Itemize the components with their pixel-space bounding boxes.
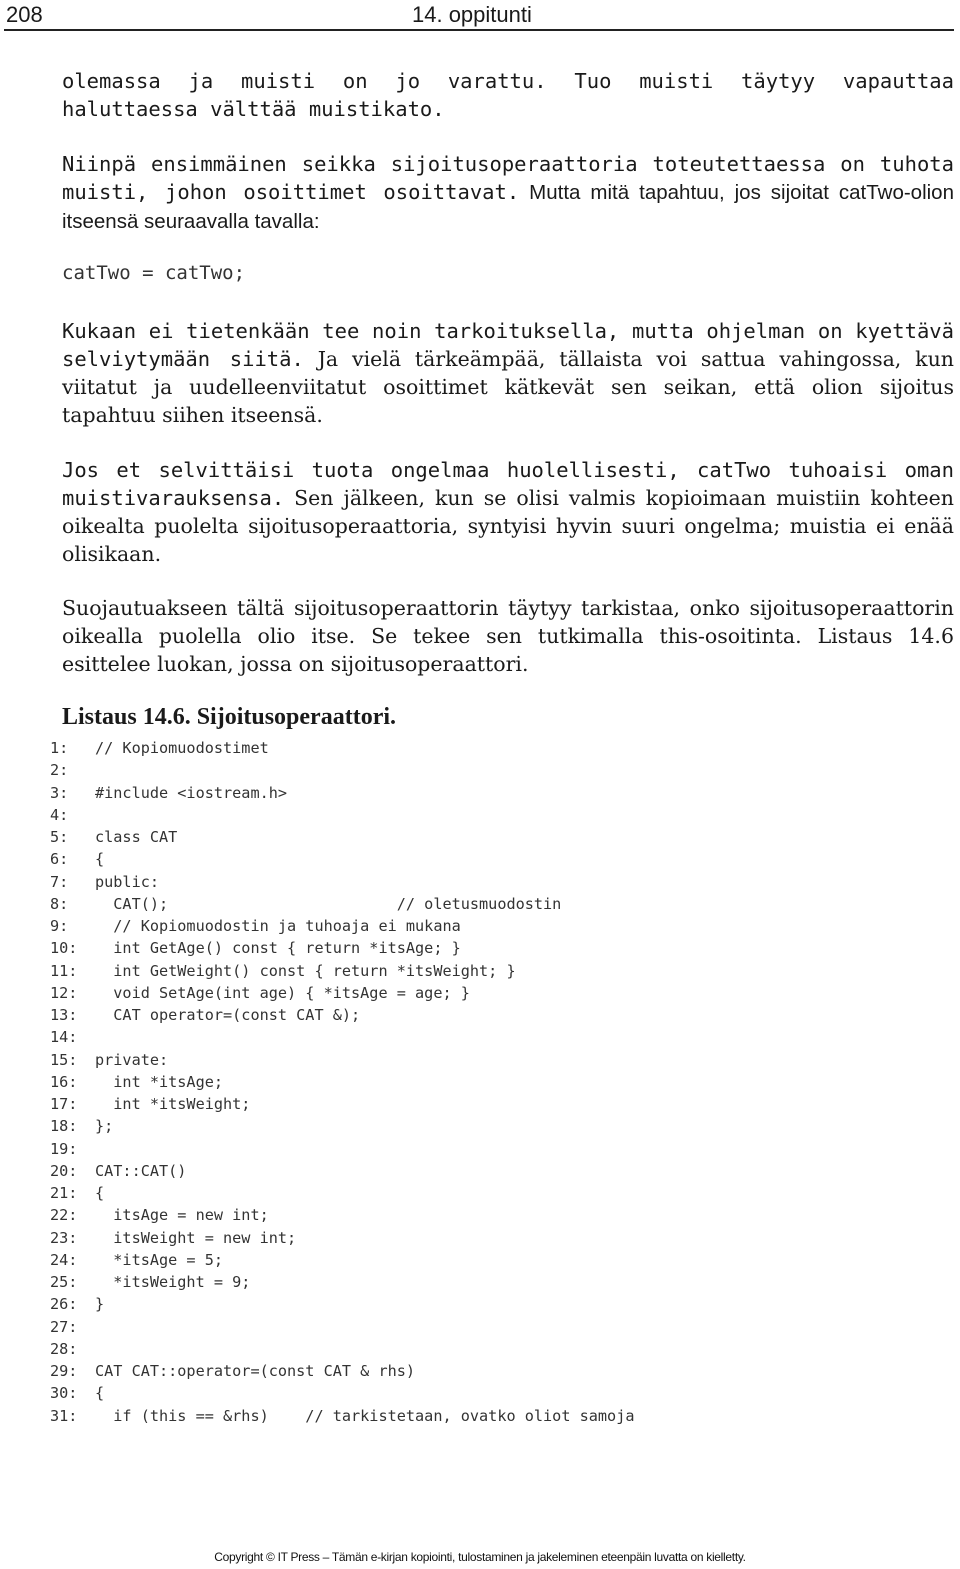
code-line (50, 915, 634, 937)
code-line (50, 1049, 634, 1071)
code-line (50, 871, 634, 893)
line-number: 25: (50, 1273, 78, 1291)
code-line (50, 1138, 634, 1160)
line-number: 20: (50, 1161, 78, 1180)
paragraph-1 (62, 67, 954, 123)
code-text: { (95, 1384, 105, 1403)
line-number: 8: (50, 894, 69, 913)
line-number: 1: (50, 739, 69, 757)
code-line (50, 1338, 634, 1360)
code-text: // Kopiomuodostin ja tuhoaja ei mukana (95, 917, 461, 935)
line-number: 19: (50, 1139, 78, 1158)
code-listing (50, 737, 634, 1427)
listing-title: Listaus 14.6. Sijoitusoperaattori. (62, 704, 397, 730)
code-line (50, 937, 634, 959)
line-number: 29: (50, 1362, 78, 1380)
line-number: 2: (50, 761, 69, 780)
line-number: 22: (50, 1206, 78, 1225)
code-text: *itsAge = 5; (95, 1250, 224, 1269)
code-line (50, 1115, 634, 1137)
code-line (50, 1360, 634, 1382)
code-line (50, 1093, 634, 1115)
code-text: int GetWeight() const { return *itsWeight; } (95, 961, 516, 980)
line-number: 27: (50, 1317, 78, 1336)
code-text: int *itsWeight; (95, 1095, 251, 1113)
code-text: itsAge = new int; (95, 1206, 269, 1225)
code-text: CAT::CAT() (95, 1161, 187, 1180)
line-number: 23: (50, 1228, 78, 1247)
line-number: 12: (50, 983, 78, 1002)
paragraph-5-text: Suojautuakseen tältä sijoitusoperaattorin täytyy tarkistaa, onko sijoitusoperaattorin oikealla puolella olio itse. Se tekee sen tutkimalla this-osoitinta. Listaus 14.6 esittelee luokan, jossa on sijoitusoperaattori. (62, 596, 954, 676)
code-line (50, 960, 634, 982)
line-number: 5: (50, 828, 69, 846)
code-line (50, 1026, 634, 1048)
code-text: int *itsAge; (95, 1072, 224, 1091)
line-number: 10: (50, 939, 78, 958)
code-text: class CAT (95, 828, 178, 846)
paragraph-3-text-b: Ja vielä tärkeämpää, tällaista voi sattua vahingossa, kun viitatut ja uudelleenviitatut osoittimet kätkevät sen seikan, että olion sijoitus tapahtuu siihen itseensä. (62, 347, 955, 427)
code-line (50, 826, 634, 848)
line-number: 6: (50, 850, 69, 869)
code-text: public: (95, 872, 160, 891)
line-number: 15: (50, 1050, 78, 1069)
code-line (50, 759, 634, 781)
line-number: 18: (50, 1117, 78, 1136)
line-number: 9: (50, 917, 69, 935)
code-line (50, 1004, 634, 1026)
copyright-footer: Copyright © IT Press – Tämän e-kirjan kopiointi, tulostaminen ja jakeleminen eteenpäin luvatta on kielletty. (214, 1550, 746, 1564)
code-line (50, 1405, 634, 1427)
code-text: { (95, 850, 105, 869)
code-text: } (95, 1295, 105, 1314)
line-number: 7: (50, 872, 69, 891)
code-line (50, 848, 634, 870)
page-number: 208 (6, 2, 43, 27)
header-rule (4, 29, 954, 31)
code-line (50, 1071, 634, 1093)
paragraph-2-text-b: Mutta mitä tapahtuu, jos sijoitat catTwo-olion itseensä seuraavalla tavalla: (62, 181, 954, 233)
paragraph-3-text-a: Kukaan ei tietenkään tee noin tarkoituksella, mutta ohjelman on kyettävä selviytymään siitä. (62, 319, 954, 371)
code-text: CAT CAT::operator=(const CAT & rhs) (95, 1362, 416, 1380)
code-text: if (this == &rhs) // tarkistetaan, ovatko oliot samoja (95, 1406, 635, 1425)
line-number: 31: (50, 1406, 78, 1425)
line-number: 17: (50, 1095, 78, 1113)
paragraph-1-text: olemassa ja muisti on jo varattu. Tuo muisti täytyy vapauttaa haluttaessa välttää muistikato. (62, 69, 954, 121)
code-line (50, 982, 634, 1004)
code-text: CAT operator=(const CAT &); (95, 1006, 361, 1024)
code-text: *itsWeight = 9; (95, 1273, 251, 1291)
paragraph-4-text-a: Jos et selvittäisi tuota ongelmaa huolellisesti, catTwo tuhoaisi oman muistivarauksensa. (62, 458, 954, 510)
code-text: itsWeight = new int; (95, 1228, 297, 1247)
code-line (50, 1293, 634, 1315)
code-line (50, 804, 634, 826)
line-number: 13: (50, 1006, 78, 1024)
code-line (50, 1204, 634, 1226)
code-text: #include <iostream.h> (95, 783, 288, 802)
line-number: 11: (50, 961, 78, 980)
line-number: 26: (50, 1295, 78, 1314)
line-number: 28: (50, 1339, 78, 1358)
paragraph-5 (62, 594, 954, 678)
code-line (50, 1271, 634, 1293)
code-text: void SetAge(int age) { *itsAge = age; } (95, 983, 470, 1002)
code-line (50, 1160, 634, 1182)
code-text: // Kopiomuodostimet (95, 739, 269, 757)
paragraph-3 (62, 317, 954, 429)
line-number: 30: (50, 1384, 78, 1403)
line-number: 21: (50, 1184, 78, 1202)
code-line (50, 782, 634, 804)
paragraph-2 (62, 150, 954, 236)
page-header (0, 0, 960, 30)
code-line (50, 893, 634, 915)
code-text: CAT(); // oletusmuodostin (95, 894, 562, 913)
inline-code-sample: catTwo = catTwo; (62, 262, 246, 284)
code-line (50, 1249, 634, 1271)
line-number: 14: (50, 1028, 78, 1047)
line-number: 24: (50, 1250, 78, 1269)
code-line (50, 737, 634, 759)
code-text: }; (95, 1117, 114, 1136)
line-number: 4: (50, 805, 69, 824)
paragraph-2-text-a: Niinpä ensimmäinen seikka sijoitusoperaattoria toteutettaessa on tuhota muisti, johon osoittimet osoittavat. (62, 152, 954, 204)
code-line (50, 1182, 634, 1204)
code-line (50, 1227, 634, 1249)
chapter-title: 14. oppitunti (412, 2, 532, 27)
code-line (50, 1316, 634, 1338)
code-text: { (95, 1184, 105, 1202)
code-line (50, 1382, 634, 1404)
paragraph-4-text-b: Sen jälkeen, kun se olisi valmis kopioimaan muistiin kohteen oikealta puolelta sijoitusoperaattoria, syntyisi hyvin suuri ongelma; muistia ei enää olisikaan. (62, 486, 954, 566)
code-text: int GetAge() const { return *itsAge; } (95, 939, 461, 958)
paragraph-4 (62, 456, 954, 568)
line-number: 3: (50, 783, 69, 802)
line-number: 16: (50, 1072, 78, 1091)
code-text: private: (95, 1050, 169, 1069)
